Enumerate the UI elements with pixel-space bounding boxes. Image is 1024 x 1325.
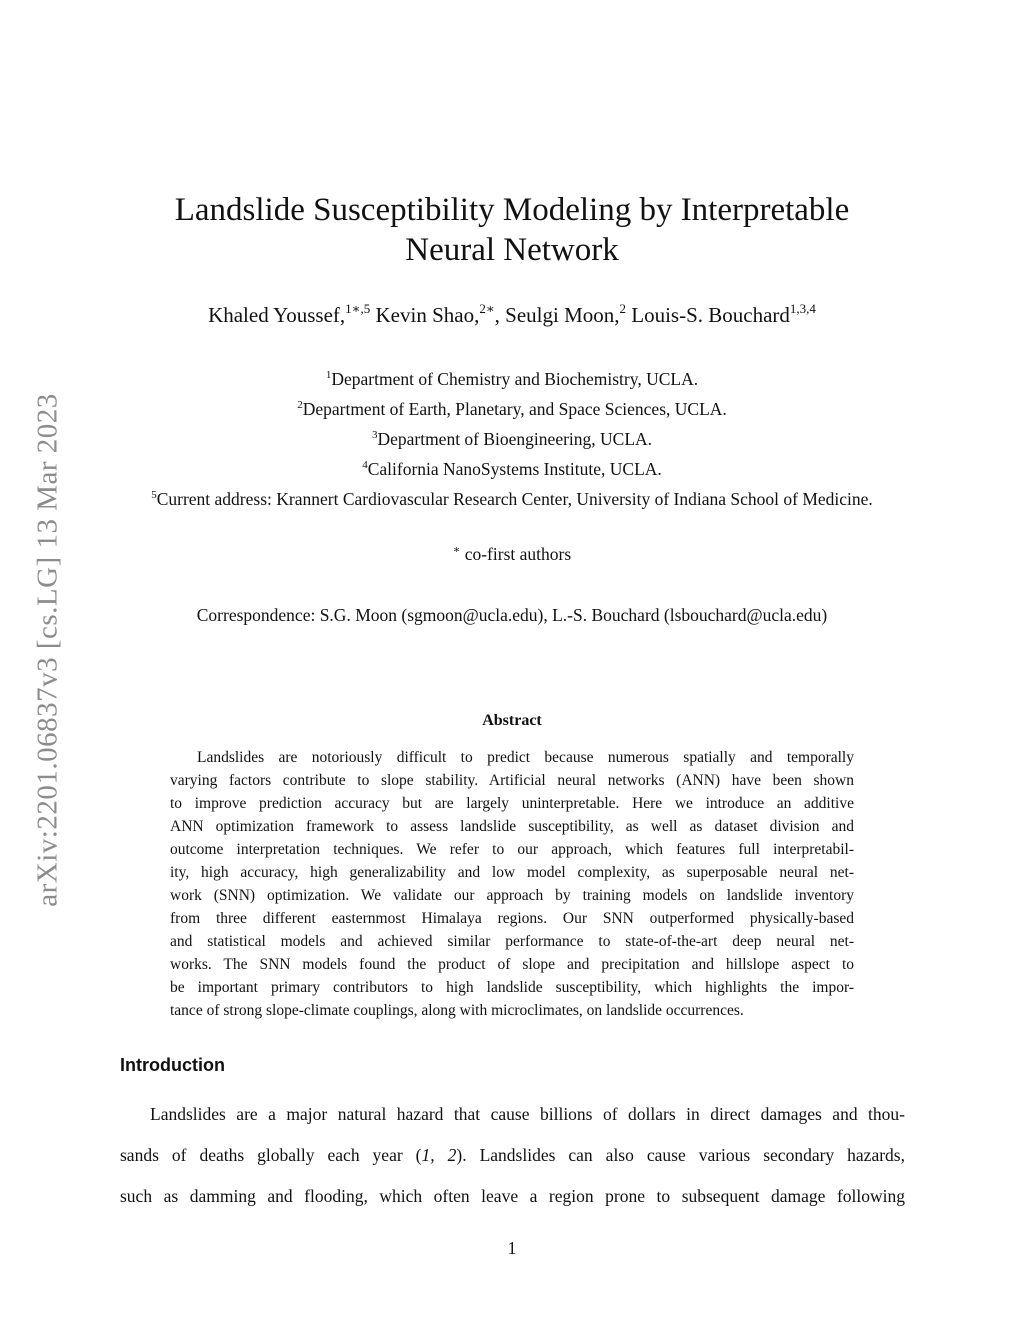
abstract-line: from three different easternmost Himalaya regions. Our SNN outperformed physically-based [170,910,854,927]
abstract-line: tance of strong slope-climate couplings, along with microclimates, on landslide occurrences. [170,1002,744,1019]
introduction-line: such as damming and flooding, which often leave a region prone to subsequent damage following [120,1186,905,1206]
author-affiliation-marker: 1∗,5 [345,301,371,316]
author-name: Khaled Youssef, [208,303,346,327]
abstract-line: varying factors contribute to slope stability. Artificial neural networks (ANN) have been shown [170,772,854,789]
abstract-line: ANN optimization framework to assess landslide susceptibility, as well as dataset division and [170,818,854,835]
title-line-1: Landslide Susceptibility Modeling by Interpretable [174,192,850,228]
author-name: Seulgi Moon, [505,303,620,327]
correspondence: Correspondence: S.G. Moon (sgmoon@ucla.edu), L.-S. Bouchard (lsbouchard@ucla.edu) [196,605,828,625]
arxiv-identifier: arXiv:2201.06837v3 [cs.LG] 13 Mar 2023 [31,393,64,907]
co-first-note [0,544,1024,565]
author-affiliation-marker: 2 [619,301,627,316]
author-affiliation-marker: 2∗ [479,301,495,316]
author-name: Kevin Shao, [375,303,480,327]
abstract-line: outcome interpretation techniques. We refer to our approach, which features full interpretabil- [170,841,854,858]
author-separator: , [494,303,500,327]
abstract-body [170,746,854,1022]
page-number: 1 [507,1238,517,1258]
introduction-body [120,1094,905,1217]
affiliation-text: Department of Earth, Planetary, and Space Sciences, UCLA. [302,399,727,419]
abstract-line: works. The SNN models found the product of slope and precipitation and hillslope aspect to [170,956,854,973]
introduction-text: ). Landslides can also cause various secondary hazards, [456,1145,905,1165]
abstract-line: to improve prediction accuracy but are largely uninterpretable. Here we introduce an additive [170,795,854,812]
affiliation-number: 2 [297,399,303,411]
introduction-line [120,1135,905,1176]
affiliation-text: Current address: Krannert Cardiovascular Research Center, University of Indiana School of Medicine. [156,489,873,509]
affiliation-number: 1 [325,369,332,381]
affiliation [0,394,1024,424]
affiliation-number: 3 [371,429,378,441]
affiliation-text: Department of Chemistry and Biochemistry, UCLA. [331,369,699,389]
author-affiliation-marker: 1,3,4 [789,301,816,316]
author-list [0,300,1024,330]
introduction-line: Landslides are a major natural hazard that cause billions of dollars in direct damages and thou- [150,1104,905,1124]
co-first-text: co-first authors [460,544,572,564]
abstract-line: Landslides are notoriously difficult to predict because numerous spatially and temporally [197,749,854,766]
co-first-marker: ∗ [452,544,461,556]
affiliation-text: Department of Bioengineering, UCLA. [377,429,653,449]
affiliation-text: California NanoSystems Institute, UCLA. [367,459,662,479]
citation-reference: 1, 2 [421,1145,457,1165]
abstract-heading: Abstract [482,712,542,729]
affiliation [0,424,1024,454]
affiliation-list [0,364,1024,514]
abstract-line: and statistical models and achieved similar performance to state-of-the-art deep neural net- [170,933,854,950]
affiliation [0,484,1024,514]
paper-title [0,190,1024,270]
abstract-line: be important primary contributors to high landslide susceptibility, which highlights the impor- [170,979,854,996]
introduction-heading: Introduction [120,1055,225,1075]
affiliation-number: 5 [151,489,157,501]
author-name: Louis-S. Bouchard [631,303,790,327]
affiliation [0,454,1024,484]
title-line-2: Neural Network [405,232,619,268]
abstract-line: ity, high accuracy, high generalizability and low model complexity, as superposable neural net- [170,864,854,881]
affiliation [0,364,1024,394]
abstract-line: work (SNN) optimization. We validate our approach by training models on landslide inventory [170,887,854,904]
affiliation-number: 4 [362,459,368,471]
introduction-text: sands of deaths globally each year ( [120,1145,422,1165]
